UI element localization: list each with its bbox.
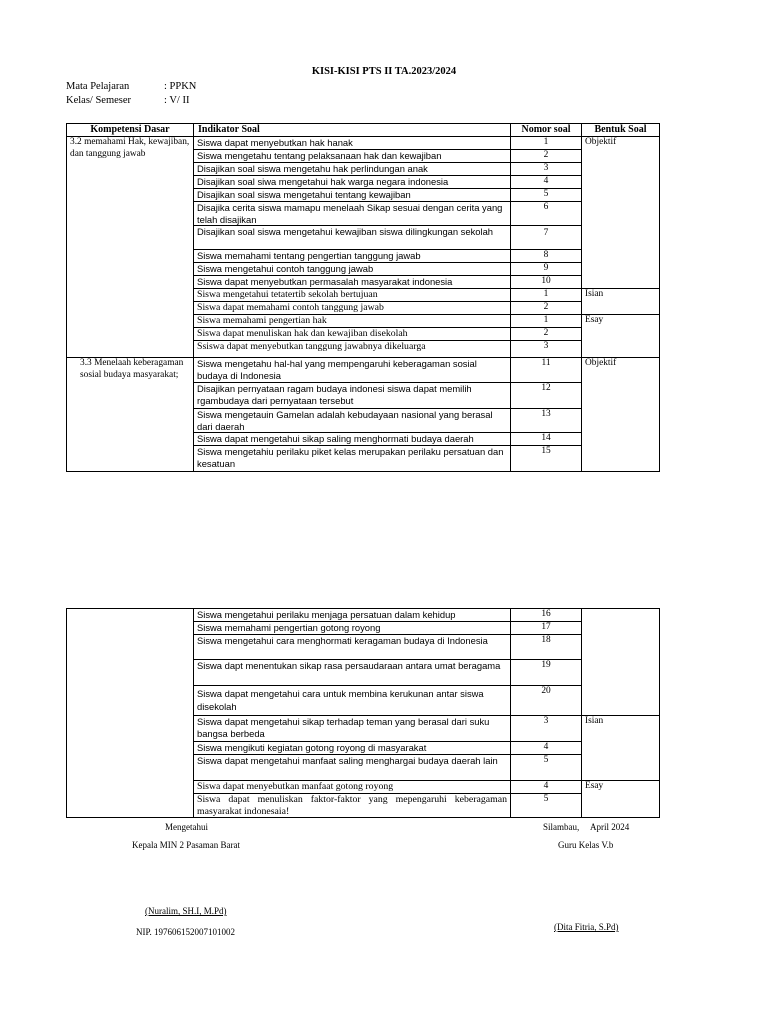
table-row-indicator: Siswa dapat mengetahui cara untuk membina kerukunan antar siswa disekolah bbox=[194, 686, 511, 716]
table-row-indicator: Siswa dapat menyebutkan hak hanak bbox=[194, 137, 511, 150]
table-row-indicator: Siswa mengetahui tetatertib sekolah bertujuan bbox=[194, 289, 511, 302]
table-row-indicator: Siswa memahami pengertian gotong royong bbox=[194, 622, 511, 635]
table-row-number: 11 bbox=[511, 358, 582, 383]
table-row-number: 12 bbox=[511, 383, 582, 409]
table-row-indicator: Siswa dapat menuliskan hak dan kewajiban disekolah bbox=[194, 328, 511, 341]
bentuk-isian-2: Isian bbox=[582, 716, 660, 781]
table-row-number: 6 bbox=[511, 202, 582, 226]
table-row-indicator: Siswa dapat menuliskan faktor-faktor yang mepengaruhi keberagaman masyarakat indonesaia! bbox=[194, 794, 511, 818]
table-row-indicator: Siswa mengetahui contoh tanggung jawab bbox=[194, 263, 511, 276]
table-row-number: 16 bbox=[511, 609, 582, 622]
table-row-indicator: Siswa dapat mengetahui sikap saling menghormati budaya daerah bbox=[194, 433, 511, 446]
table-row-number: 14 bbox=[511, 433, 582, 446]
bentuk-esay: Esay bbox=[582, 315, 660, 358]
document-title: KISI-KISI PTS II TA.2023/2024 bbox=[311, 66, 457, 77]
sign-right-role: Guru Kelas V.b bbox=[558, 840, 614, 850]
table-row-number: 7 bbox=[511, 226, 582, 250]
table-row-indicator: Disajikan soal siswa mengetahui tentang kewajiban bbox=[194, 189, 511, 202]
sign-left-heading: Mengetahui bbox=[165, 822, 208, 832]
table-row-indicator: Disajikan soal siwa mengetahui hak warga negara indonesia bbox=[194, 176, 511, 189]
table-row-number: 20 bbox=[511, 686, 582, 716]
table-row-number: 10 bbox=[511, 276, 582, 289]
table-row-indicator: Siswa mengetahui perilaku menjaga persatuan dalam kehidup bbox=[194, 609, 511, 622]
table-row-indicator: Siswa memahami pengertian hak bbox=[194, 315, 511, 328]
table-row-number: 19 bbox=[511, 660, 582, 686]
table-row-indicator: Ssiswa dapat menyebutkan tanggung jawabnya dikeluarga bbox=[194, 341, 511, 358]
table-row-indicator: Siswa dapat mengetahui sikap terhadap teman yang berasal dari suku bangsa berbeda bbox=[194, 716, 511, 742]
subject-label: Mata Pelajaran bbox=[66, 81, 130, 92]
table-row-indicator: Siswa mengetahu tentang pelaksanaan hak dan kewajiban bbox=[194, 150, 511, 163]
table-row-indicator: Siswa mengetahui cara menghormati keragaman budaya di Indonesia bbox=[194, 635, 511, 660]
kd-continued-cell bbox=[67, 609, 194, 818]
bentuk-isian: Isian bbox=[582, 289, 660, 315]
table-row-number: 2 bbox=[511, 150, 582, 163]
table-row-number: 3 bbox=[511, 716, 582, 742]
table-row-number: 2 bbox=[511, 328, 582, 341]
class-value: : V/ II bbox=[164, 95, 190, 106]
table-row-number: 3 bbox=[511, 163, 582, 176]
table-row-indicator: Siswa mengetahiu perilaku piket kelas merupakan perilaku persatuan dan kesatuan bbox=[194, 446, 511, 472]
header-nomor-soal: Nomor soal bbox=[511, 124, 582, 137]
bentuk-objektif: Objektif bbox=[582, 137, 660, 289]
table-row-number: 5 bbox=[511, 755, 582, 781]
table-row-indicator: Disajikan soal siswa mengetahui kewajiban siswa dilingkungan sekolah bbox=[194, 226, 511, 250]
table-row-number: 1 bbox=[511, 315, 582, 328]
header-bentuk-soal: Bentuk Soal bbox=[582, 124, 660, 137]
sign-left-role: Kepala MIN 2 Pasaman Barat bbox=[132, 840, 240, 850]
bentuk-esay-2: Esay bbox=[582, 781, 660, 818]
table-row-indicator: Siswa dapat menyebutkan permasalah masyarakat indonesia bbox=[194, 276, 511, 289]
sign-left-name: (Nuralim, SH.I, M.Pd) bbox=[145, 906, 227, 916]
table-row-number: 13 bbox=[511, 409, 582, 433]
table-row-number: 17 bbox=[511, 622, 582, 635]
class-label: Kelas/ Semeser bbox=[66, 95, 132, 106]
table-row-number: 9 bbox=[511, 263, 582, 276]
grid-table-1 bbox=[66, 123, 660, 472]
table-row-number: 1 bbox=[511, 289, 582, 302]
table-row-number: 2 bbox=[511, 302, 582, 315]
header-kompetensi-dasar: Kompetensi Dasar bbox=[67, 124, 194, 137]
table-row-indicator: Siswa dapat memahami contoh tanggung jawab bbox=[194, 302, 511, 315]
kd-3-2: 3.2 memahami Hak, kewajiban, dan tanggung jawab bbox=[67, 137, 194, 358]
kd-3-3: 3.3 Menelaah keberagaman sosial budaya masyarakat; bbox=[67, 358, 194, 472]
sign-left-nip: NIP. 197606152007101002 bbox=[136, 927, 236, 937]
table-row-number: 18 bbox=[511, 635, 582, 660]
table-row-indicator: Siswa memahami tentang pengertian tanggung jawab bbox=[194, 250, 511, 263]
table-row-number: 4 bbox=[511, 781, 582, 794]
table-row-indicator: Disajika cerita siswa mamapu menelaah Sikap sesuai dengan cerita yang telah disajikan bbox=[194, 202, 511, 226]
table-row-indicator: Disajikan soal siswa mengetahu hak perlindungan anak bbox=[194, 163, 511, 176]
table-row-number: 3 bbox=[511, 341, 582, 358]
subject-value: : PPKN bbox=[164, 81, 197, 92]
table-row-number: 1 bbox=[511, 137, 582, 150]
table-row-indicator: Siswa mengetahu hal-hal yang mempengaruhi keberagaman sosial budaya di Indonesia bbox=[194, 358, 511, 383]
table-row-number: 5 bbox=[511, 794, 582, 818]
bentuk-objektif-continued bbox=[582, 609, 660, 716]
table-row-indicator: Siswa mengetauin Gamelan adalah kebudayaan nasional yang berasal dari daerah bbox=[194, 409, 511, 433]
bentuk-objektif-2: Objektif bbox=[582, 358, 660, 472]
table-row-indicator: Siswa dapat mengetahui manfaat saling menghargai budaya daerah lain bbox=[194, 755, 511, 781]
table-row-number: 4 bbox=[511, 176, 582, 189]
table-row-indicator: Siswa dapt menentukan sikap rasa persaudaraan antara umat beragama bbox=[194, 660, 511, 686]
sign-right-place-date: Silambau, April 2024 bbox=[543, 822, 630, 832]
table-row-indicator: Siswa mengikuti kegiatan gotong royong di masyarakat bbox=[194, 742, 511, 755]
table-row-number: 5 bbox=[511, 189, 582, 202]
table-row-indicator: Disajikan pernyataan ragam budaya indonesi siswa dapat memilih rgambudaya dari pernyataan tersebut bbox=[194, 383, 511, 409]
grid-table-2 bbox=[66, 608, 660, 818]
table-row-indicator: Siswa dapat menyebutkan manfaat gotong royong bbox=[194, 781, 511, 794]
table-row-number: 15 bbox=[511, 446, 582, 472]
sign-right-name: (Dita Fitria, S.Pd) bbox=[554, 922, 619, 932]
table-row-number: 8 bbox=[511, 250, 582, 263]
table-row-number: 4 bbox=[511, 742, 582, 755]
header-indikator-soal: Indikator Soal bbox=[194, 124, 511, 137]
